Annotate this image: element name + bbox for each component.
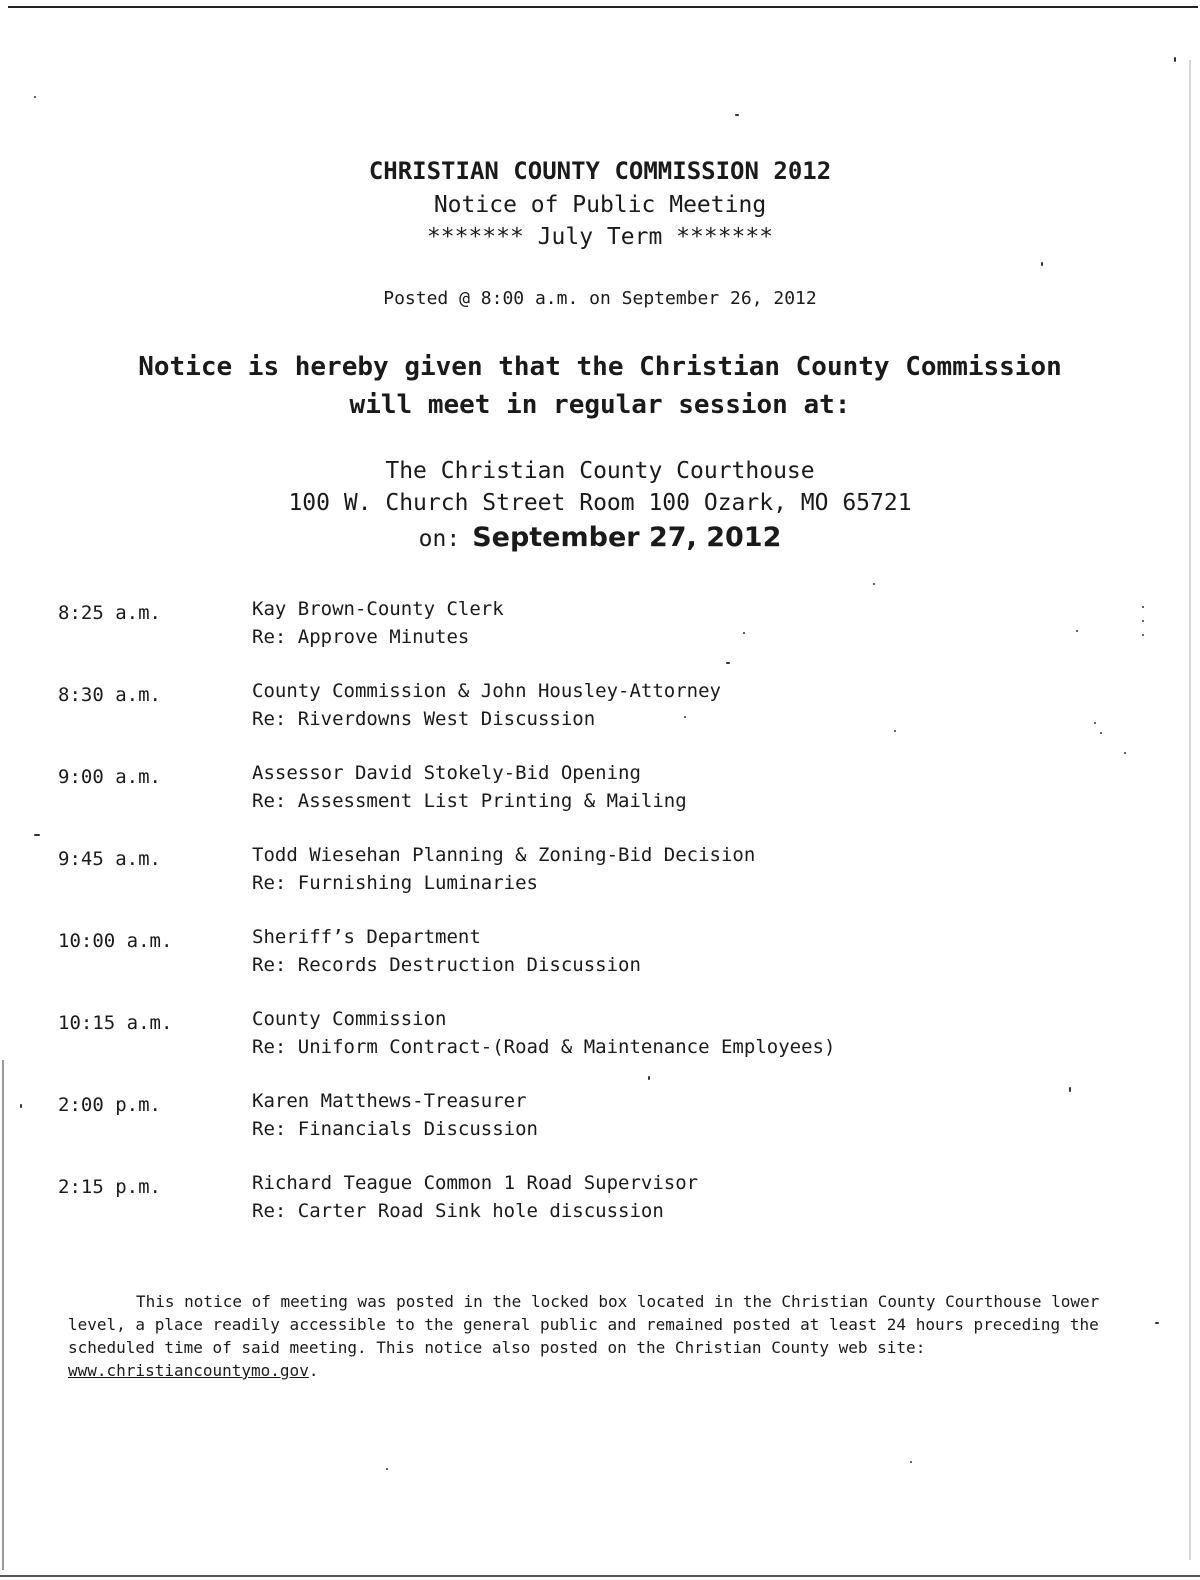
agenda-presenter: Todd Wiesehan Planning & Zoning-Bid Decision [252, 844, 756, 866]
agenda-presenter: Assessor David Stokely-Bid Opening [252, 762, 641, 784]
posted-line: Posted @ 8:00 a.m. on September 26, 2012 [383, 288, 817, 309]
agenda-item [58, 923, 1158, 1005]
scan-speck [386, 1468, 388, 1470]
notice-line-2: will meet in regular session at: [349, 390, 851, 420]
agenda-subject: Re: Approve Minutes [252, 626, 470, 648]
agenda-item [58, 1087, 1158, 1169]
document-title: CHRISTIAN COUNTY COMMISSION 2012 [368, 157, 832, 185]
page-edge-bottom [0, 1575, 1200, 1577]
agenda-time: 2:00 p.m. [58, 1094, 161, 1116]
website-link[interactable]: www.christiancountymo.gov [68, 1361, 309, 1380]
agenda-item [58, 841, 1158, 923]
agenda-item [58, 759, 1158, 841]
agenda-item [58, 1169, 1158, 1251]
notice-statement [0, 348, 1200, 424]
meeting-date: September 27, 2012 [472, 522, 782, 553]
agenda-subject: Re: Uniform Contract-(Road & Maintenance Employees) [252, 1036, 836, 1058]
agenda-time: 9:45 a.m. [58, 848, 161, 870]
scan-speck [1041, 262, 1043, 266]
agenda-time: 10:00 a.m. [58, 930, 173, 952]
location-name: The Christian County Courthouse [385, 458, 815, 484]
agenda-subject: Re: Financials Discussion [252, 1118, 538, 1140]
page-edge-top [8, 6, 1198, 8]
term-line: ******* July Term ******* [426, 224, 774, 250]
meeting-date-line [0, 522, 1200, 553]
posting-statement-end: . [308, 1361, 319, 1380]
posting-statement [68, 1290, 1158, 1382]
agenda-subject: Re: Records Destruction Discussion [252, 954, 641, 976]
agenda-subject: Re: Riverdowns West Discussion [252, 708, 596, 730]
scan-speck [34, 834, 40, 836]
agenda-time: 9:00 a.m. [58, 766, 161, 788]
location-address: 100 W. Church Street Room 100 Ozark, MO 65721 [288, 490, 912, 516]
agenda-time: 10:15 a.m. [58, 1012, 173, 1034]
agenda-subject: Re: Furnishing Luminaries [252, 872, 538, 894]
scan-speck [34, 96, 36, 98]
posting-statement-text: This notice of meeting was posted in the locked box located in the Christian County Courthouse lower level, a place readily accessible to the general public and remained posted at least 24 hours preceding the scheduled time of said meeting. This notice also posted on the Christian County web site: [68, 1292, 1100, 1357]
agenda-time: 2:15 p.m. [58, 1176, 161, 1198]
on-label: on: [418, 526, 461, 552]
agenda-time: 8:30 a.m. [58, 684, 161, 706]
scan-speck [910, 1461, 912, 1463]
agenda-presenter: Kay Brown-County Clerk [252, 598, 504, 620]
scan-speck [873, 583, 875, 585]
agenda-item [58, 595, 1158, 677]
agenda-presenter: Karen Matthews-Treasurer [252, 1090, 527, 1112]
page-edge-right [1189, 60, 1191, 1560]
scan-speck [735, 114, 739, 116]
page-edge-left [2, 1060, 4, 1570]
agenda-item [58, 677, 1158, 759]
scan-speck [1174, 57, 1176, 62]
agenda-presenter: County Commission & John Housley-Attorney [252, 680, 721, 702]
agenda-item [58, 1005, 1158, 1087]
agenda-presenter: Richard Teague Common 1 Road Supervisor [252, 1172, 699, 1194]
agenda-presenter: Sheriff’s Department [252, 926, 481, 948]
agenda-presenter: County Commission [252, 1008, 447, 1030]
agenda-subject: Re: Assessment List Printing & Mailing [252, 790, 687, 812]
agenda-time: 8:25 a.m. [58, 602, 161, 624]
scan-speck [20, 1104, 22, 1108]
agenda-subject: Re: Carter Road Sink hole discussion [252, 1200, 664, 1222]
notice-line-1: Notice is hereby given that the Christian County Commission [138, 352, 1062, 382]
agenda-list [58, 595, 1158, 1251]
document-subtitle: Notice of Public Meeting [433, 192, 767, 218]
